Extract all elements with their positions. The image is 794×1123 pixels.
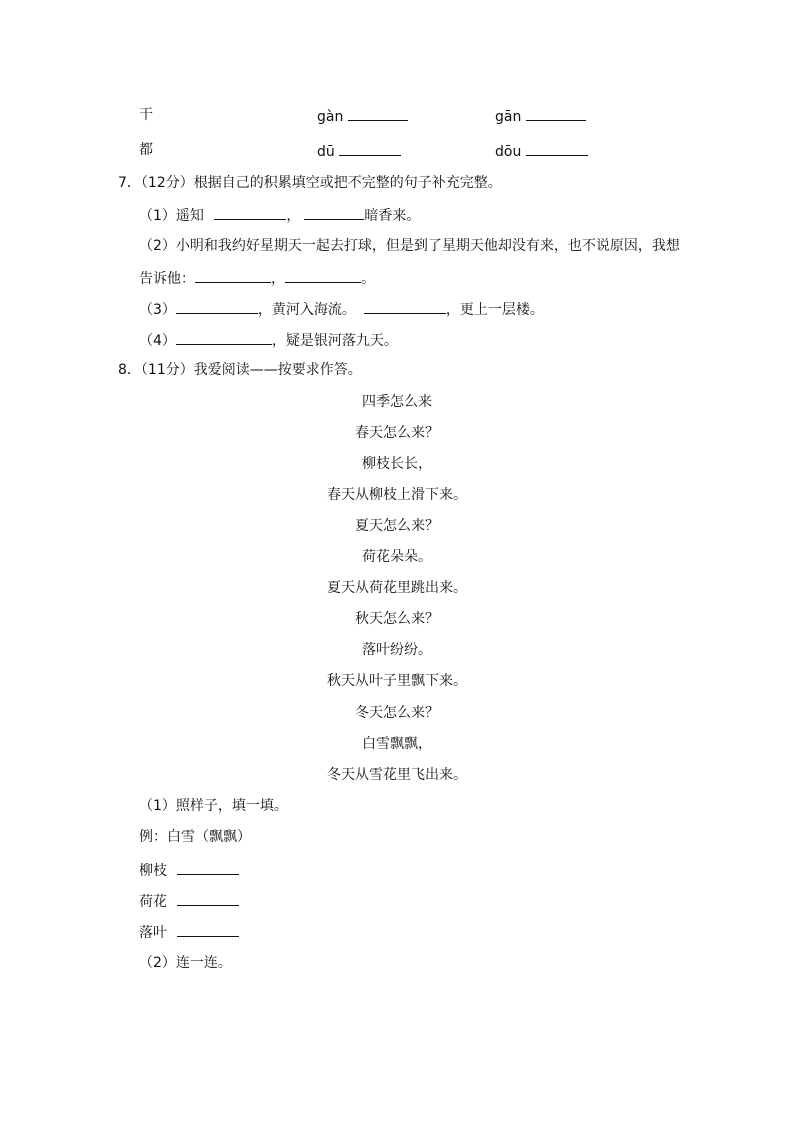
fill-word: 荷花 <box>139 894 167 910</box>
pinyin-option <box>495 106 586 126</box>
item-text: ， <box>286 208 301 224</box>
question-8-header: 8．（11分）我爱阅读——按要求作答。 <box>118 362 362 378</box>
poem-line: 秋天怎么来？ <box>355 611 439 627</box>
q7-item-2-line2 <box>139 268 375 288</box>
item-text: （1）遥知 <box>139 208 204 224</box>
item-text: ，更上一层楼。 <box>445 302 544 318</box>
q8-sub-1: （1）照样子，填一填。 <box>139 798 288 814</box>
answer-blank[interactable] <box>176 299 258 314</box>
q7-item-4 <box>139 330 398 350</box>
poem-title: 四季怎么来 <box>362 394 432 410</box>
item-text: ，黄河入海流。 <box>257 302 356 318</box>
item-text: ， <box>271 271 285 287</box>
poem-line: 夏天怎么来？ <box>355 518 439 534</box>
pinyin-label: gān <box>495 109 522 125</box>
item-text: 。 <box>361 271 375 287</box>
fill-row-hehua <box>139 891 239 911</box>
poem-line: 冬天从雪花里飞出来。 <box>327 767 467 783</box>
q8-sub-2: （2）连一连。 <box>139 955 232 971</box>
answer-blank[interactable] <box>339 141 401 156</box>
item-text: （3） <box>139 302 176 318</box>
fill-row-luoye <box>139 922 239 942</box>
fill-word: 柳枝 <box>139 863 167 879</box>
item-text: 暗香来。 <box>364 208 421 224</box>
answer-blank[interactable] <box>364 299 446 314</box>
answer-blank[interactable] <box>176 330 272 345</box>
q7-item-3 <box>139 299 544 319</box>
item-text: （4） <box>139 333 176 349</box>
poem-line: 柳枝长长， <box>362 456 432 472</box>
question-7-header: 7．（12分）根据自己的积累填空或把不完整的句子补充完整。 <box>118 175 502 191</box>
poem-line: 秋天从叶子里飘下来。 <box>327 673 467 689</box>
poem-line: 白雪飘飘， <box>362 736 432 752</box>
answer-blank[interactable] <box>285 268 361 283</box>
poem-line: 落叶纷纷。 <box>362 642 432 658</box>
q7-item-2-line1: （2）小明和我约好星期天一起去打球，但是到了星期天他却没有来，也不说原因，我想 <box>139 238 680 254</box>
answer-blank[interactable] <box>177 891 239 906</box>
poem-line: 冬天怎么来？ <box>355 705 439 721</box>
answer-blank[interactable] <box>195 268 271 283</box>
polyphone-char-du: 都 <box>139 142 153 158</box>
answer-blank[interactable] <box>526 106 586 121</box>
item-text: 告诉他： <box>139 271 195 287</box>
pinyin-label: dōu <box>495 144 522 160</box>
polyphone-char-gan: 干 <box>139 107 153 123</box>
poem-line: 春天怎么来？ <box>355 425 439 441</box>
poem-line: 夏天从荷花里跳出来。 <box>327 580 467 596</box>
fill-row-liuzhi <box>139 860 239 880</box>
pinyin-label: gàn <box>317 109 344 125</box>
pinyin-option <box>317 106 408 126</box>
pinyin-option <box>317 141 401 161</box>
answer-blank[interactable] <box>177 860 239 875</box>
poem-line: 荷花朵朵。 <box>362 549 432 565</box>
pinyin-option <box>495 141 588 161</box>
answer-blank[interactable] <box>348 106 408 121</box>
fill-word: 落叶 <box>139 925 167 941</box>
answer-blank[interactable] <box>214 205 286 220</box>
answer-blank[interactable] <box>526 141 588 156</box>
q7-item-1 <box>139 205 420 225</box>
poem-line: 春天从柳枝上滑下来。 <box>327 487 467 503</box>
answer-blank[interactable] <box>177 922 239 937</box>
item-text: ，疑是银河落九天。 <box>271 333 398 349</box>
answer-blank[interactable] <box>304 205 364 220</box>
pinyin-label: dū <box>317 144 335 160</box>
q8-example: 例：白雪（飘飘） <box>139 829 251 845</box>
